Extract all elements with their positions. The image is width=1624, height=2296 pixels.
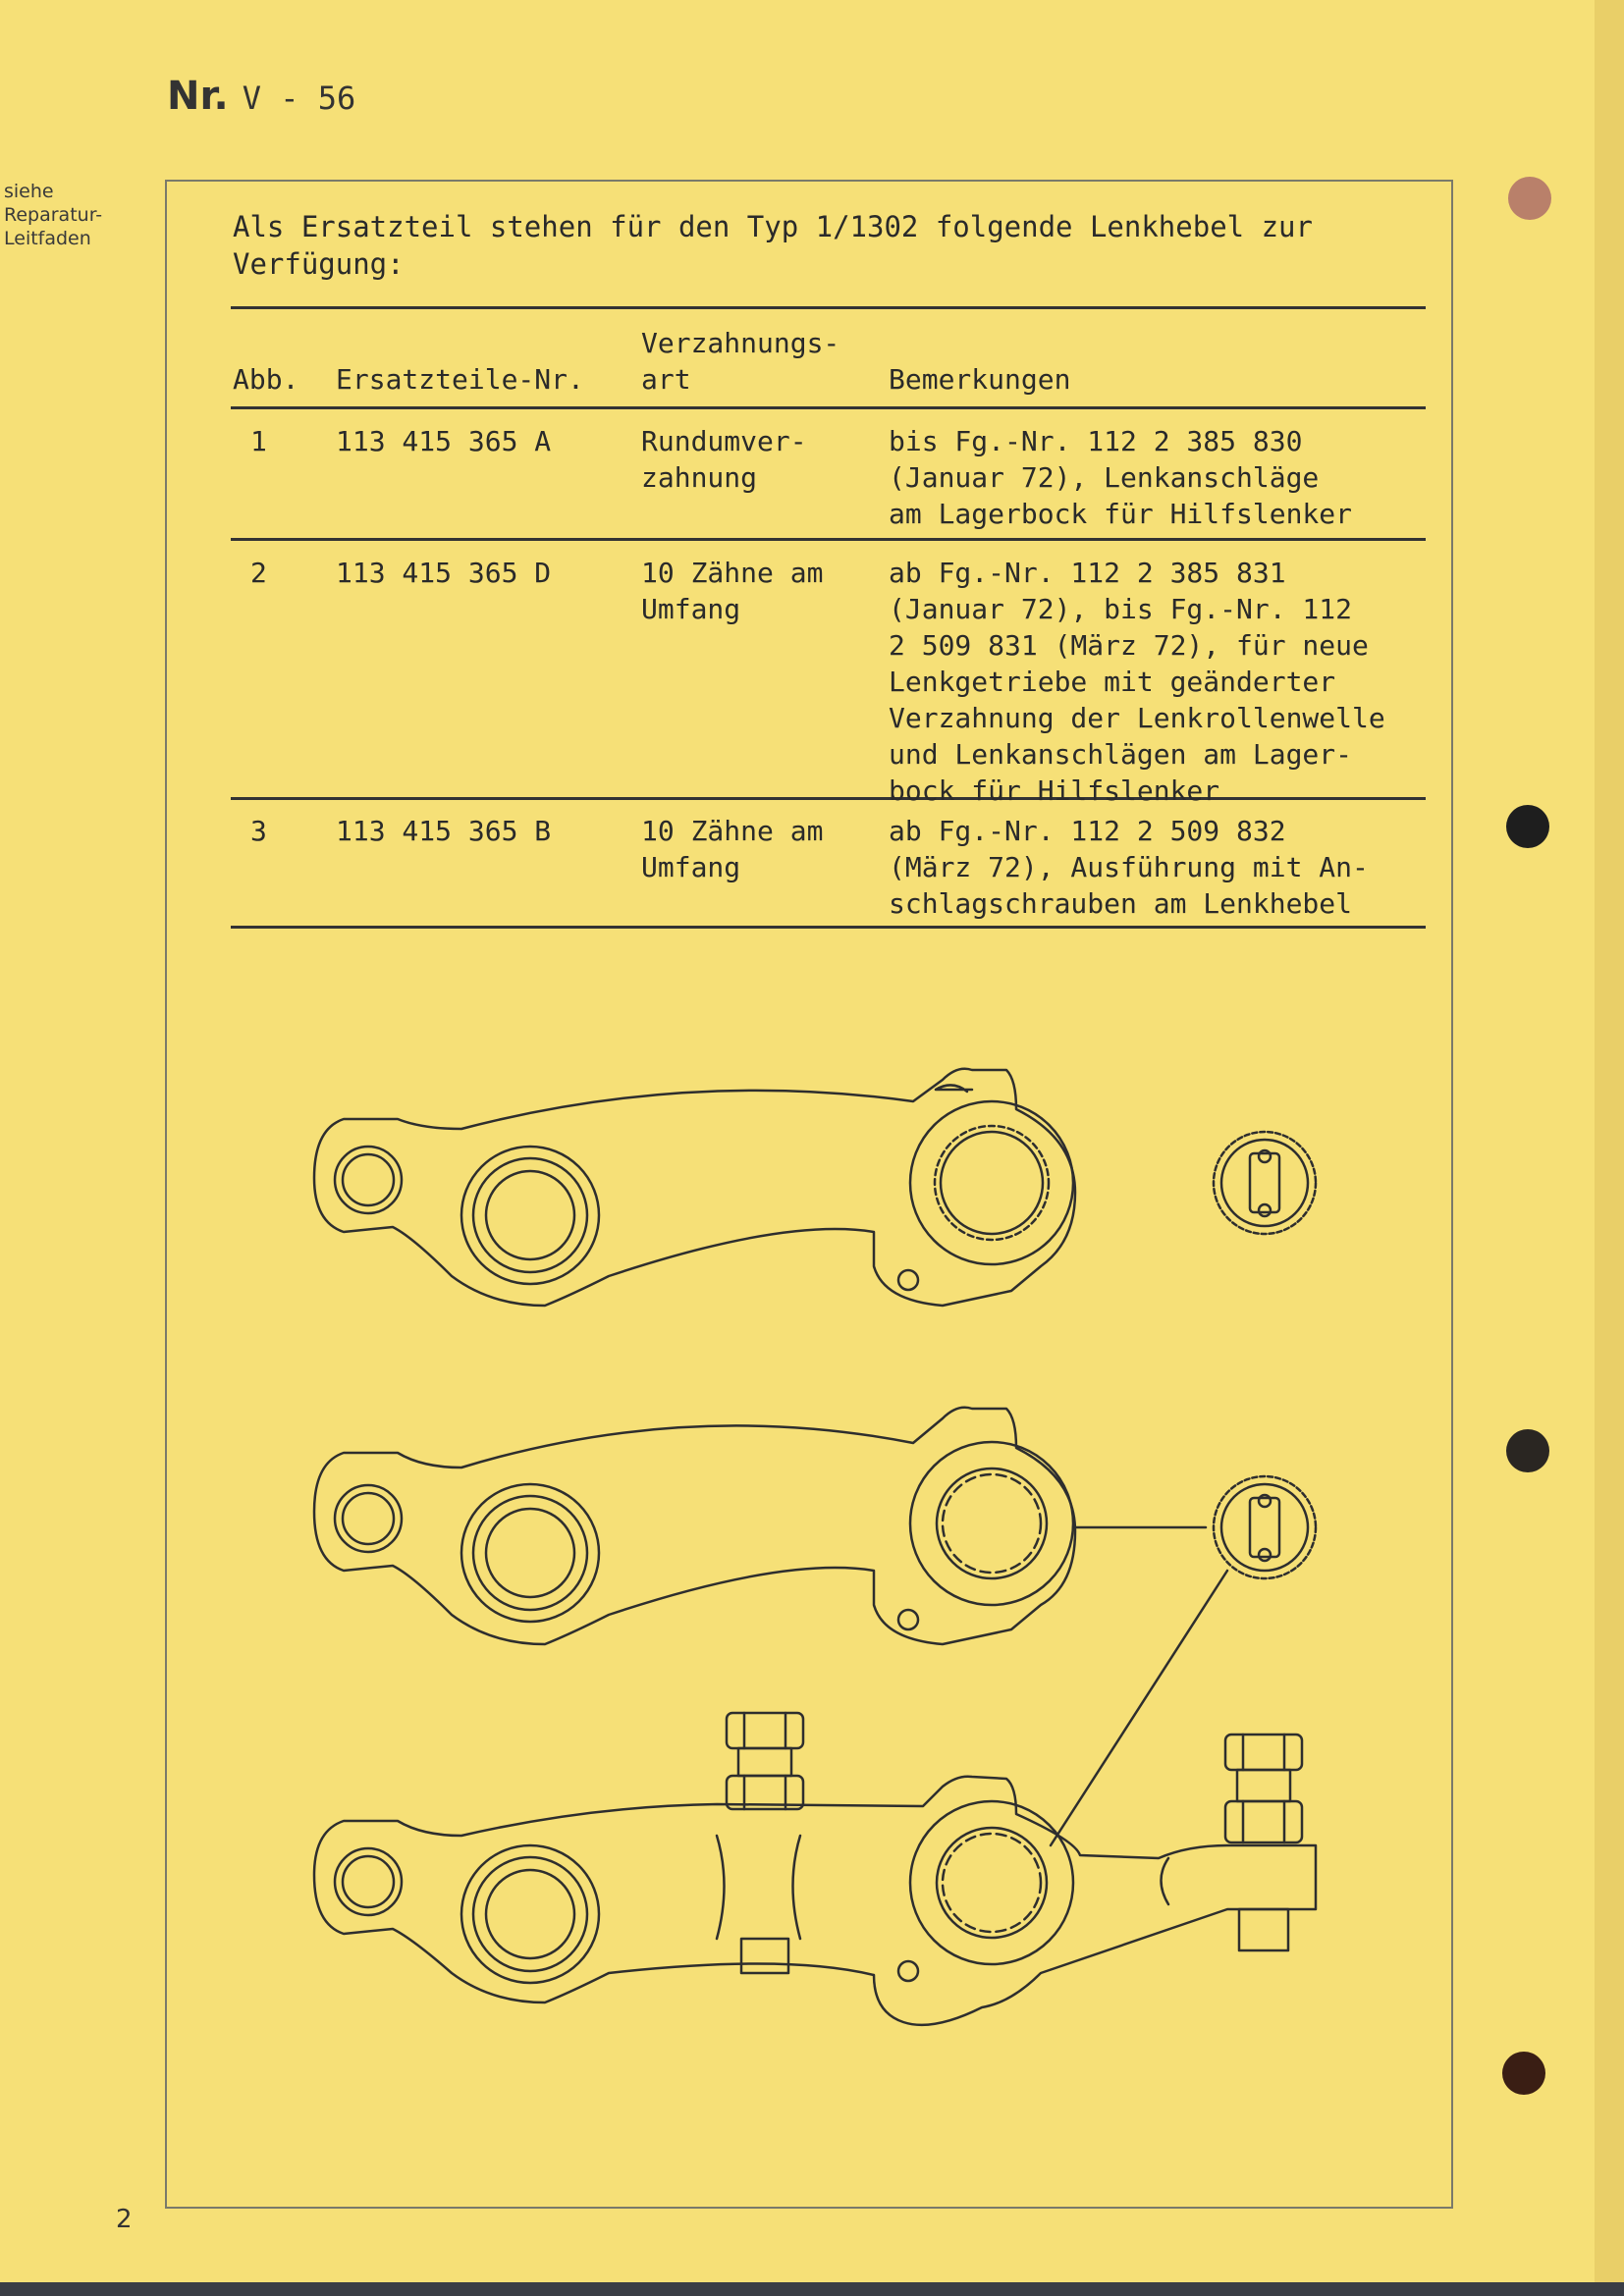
header-art: Verzahnungs- art [641, 327, 840, 396]
spline-detail-icon [1051, 1476, 1316, 1845]
side-note-line: Reparatur- [4, 204, 103, 226]
side-note-line: Leitfaden [4, 228, 91, 249]
table-cell-bem: bis Fg.-Nr. 112 2 385 830 (Januar 72), Lenkanschläge am Lagerbock für Hilfslenker [889, 425, 1353, 530]
table-cell-art: 10 Zähne am Umfang [641, 557, 824, 625]
spline-detail-icon [1214, 1132, 1316, 1234]
header-bem: Bemerkungen [889, 363, 1071, 396]
table-cell-art: Rundumver- zahnung [641, 425, 807, 494]
table-cell-nr: 113 415 365 B [336, 815, 552, 847]
steering-arm-drawing-1 [314, 1069, 1075, 1306]
table-cell-abb: 2 [250, 557, 267, 589]
page-number: 2 [116, 2205, 133, 2234]
steering-arm-drawing-3 [314, 1713, 1316, 2025]
table-cell-bem: ab Fg.-Nr. 112 2 509 832 (März 72), Ausführung mit An- schlagschrauben am Lenkhebel [889, 815, 1369, 920]
steering-arm-drawing-2 [314, 1408, 1206, 1644]
intro-text: Als Ersatzteil stehen für den Typ 1/1302 folgende Lenkhebel zur Verfügung: [233, 210, 1313, 281]
doc-number-value: V - 56 [242, 80, 356, 117]
table-cell-bem: ab Fg.-Nr. 112 2 385 831 (Januar 72), bis Fg.-Nr. 112 2 509 831 (März 72), für neue Lenkgetriebe mit geänderter Verzahnung der Lenkrollenwelle und Lenkanschlägen am Lager- bock für Hilfslenker [889, 557, 1385, 807]
side-note-line: siehe [4, 181, 54, 202]
table-cell-nr: 113 415 365 D [336, 557, 552, 589]
table-cell-nr: 113 415 365 A [336, 425, 552, 457]
table-cell-abb: 3 [250, 815, 267, 847]
table-cell-art: 10 Zähne am Umfang [641, 815, 824, 883]
doc-number-label: Nr. [167, 74, 229, 119]
table-cell-abb: 1 [250, 425, 267, 457]
header-abb: Abb. [233, 363, 299, 396]
header-nr: Ersatzteile-Nr. [336, 363, 584, 396]
